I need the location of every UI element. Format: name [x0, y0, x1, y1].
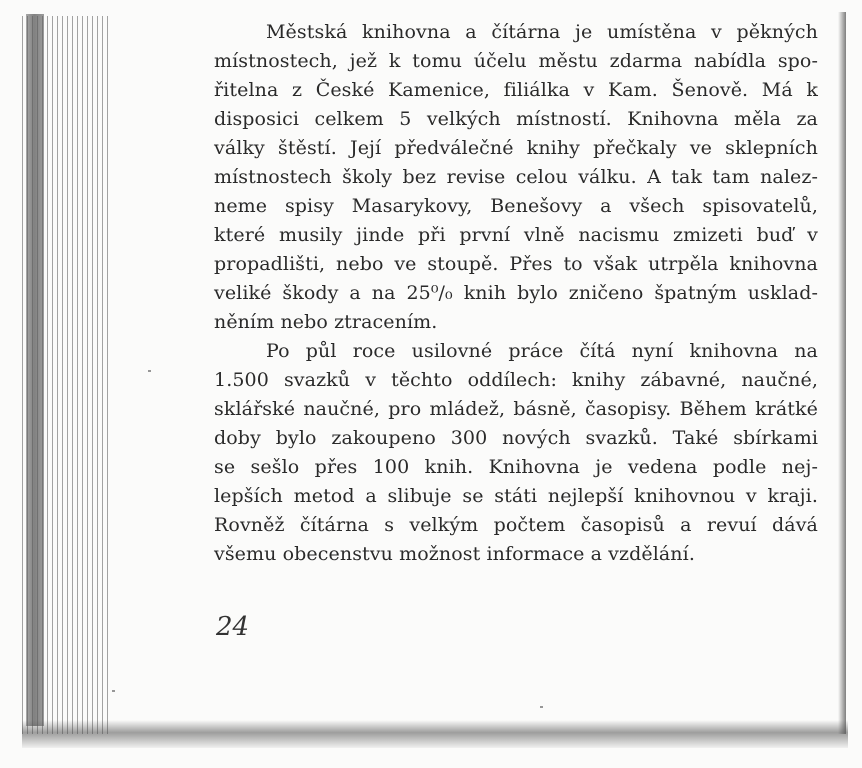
text-line: války štěstí. Její předválečné knihy přečkaly ve sklepních: [214, 137, 818, 159]
text-line: Rovněž čítárna s velkým počtem časopisů a revuí dává: [214, 514, 818, 536]
body-text: [214, 18, 818, 569]
text-line: sklářské naučné, pro mládež, básně, časopisy. Během krátké: [214, 398, 818, 420]
text-line: všemu obecenstvu možnost informace a vzdělání.: [214, 543, 695, 565]
text-line: které musily jinde při první vlně nacismu zmizeti buď v: [214, 224, 818, 246]
page-edges: [22, 16, 108, 734]
text-line: místnostech školy bez revise celou válku. A tak tam nalez-: [214, 166, 818, 188]
text-line: Městská knihovna a čítárna je umístěna v pěkných: [266, 21, 818, 43]
scan-speck: [540, 706, 543, 708]
text-line: disposici celkem 5 velkých místností. Knihovna měla za: [214, 108, 818, 130]
text-line: místnostech, jež k tomu účelu městu zdarma nabídla spo-: [214, 50, 818, 72]
scan-speck: [112, 690, 115, 692]
text-line: neme spisy Masarykovy, Benešovy a všech spisovatelů,: [214, 195, 818, 217]
text-line: doby bylo zakoupeno 300 nových svazků. Také sbírkami: [214, 427, 818, 449]
scan-speck: [148, 370, 151, 372]
text-line: něním nebo ztracením.: [214, 311, 438, 333]
text-line: propadlišti, nebo ve stoupě. Přes to však utrpěla knihovna: [214, 253, 818, 275]
page-right-edge: [838, 12, 846, 734]
page-number: 24: [216, 612, 250, 642]
page-bottom-shadow: [22, 720, 848, 748]
text-line: se sešlo přes 100 knih. Knihovna je vedena podle nej-: [214, 456, 818, 478]
text-line: Po půl roce usilovné práce čítá nyní knihovna na: [266, 340, 818, 362]
text-line: 1.500 svazků v těchto oddílech: knihy zábavné, naučné,: [214, 369, 818, 391]
paragraph-1: [214, 18, 818, 337]
text-line: veliké škody a na 25⁰/₀ knih bylo zničeno špatným usklad-: [214, 282, 818, 304]
text-line: řitelna z České Kamenice, filiálka v Kam. Šenově. Má k: [214, 79, 818, 101]
text-line: lepších metod a slibuje se státi nejlepší knihovnou v kraji.: [214, 485, 818, 507]
paragraph-2: [214, 337, 818, 569]
